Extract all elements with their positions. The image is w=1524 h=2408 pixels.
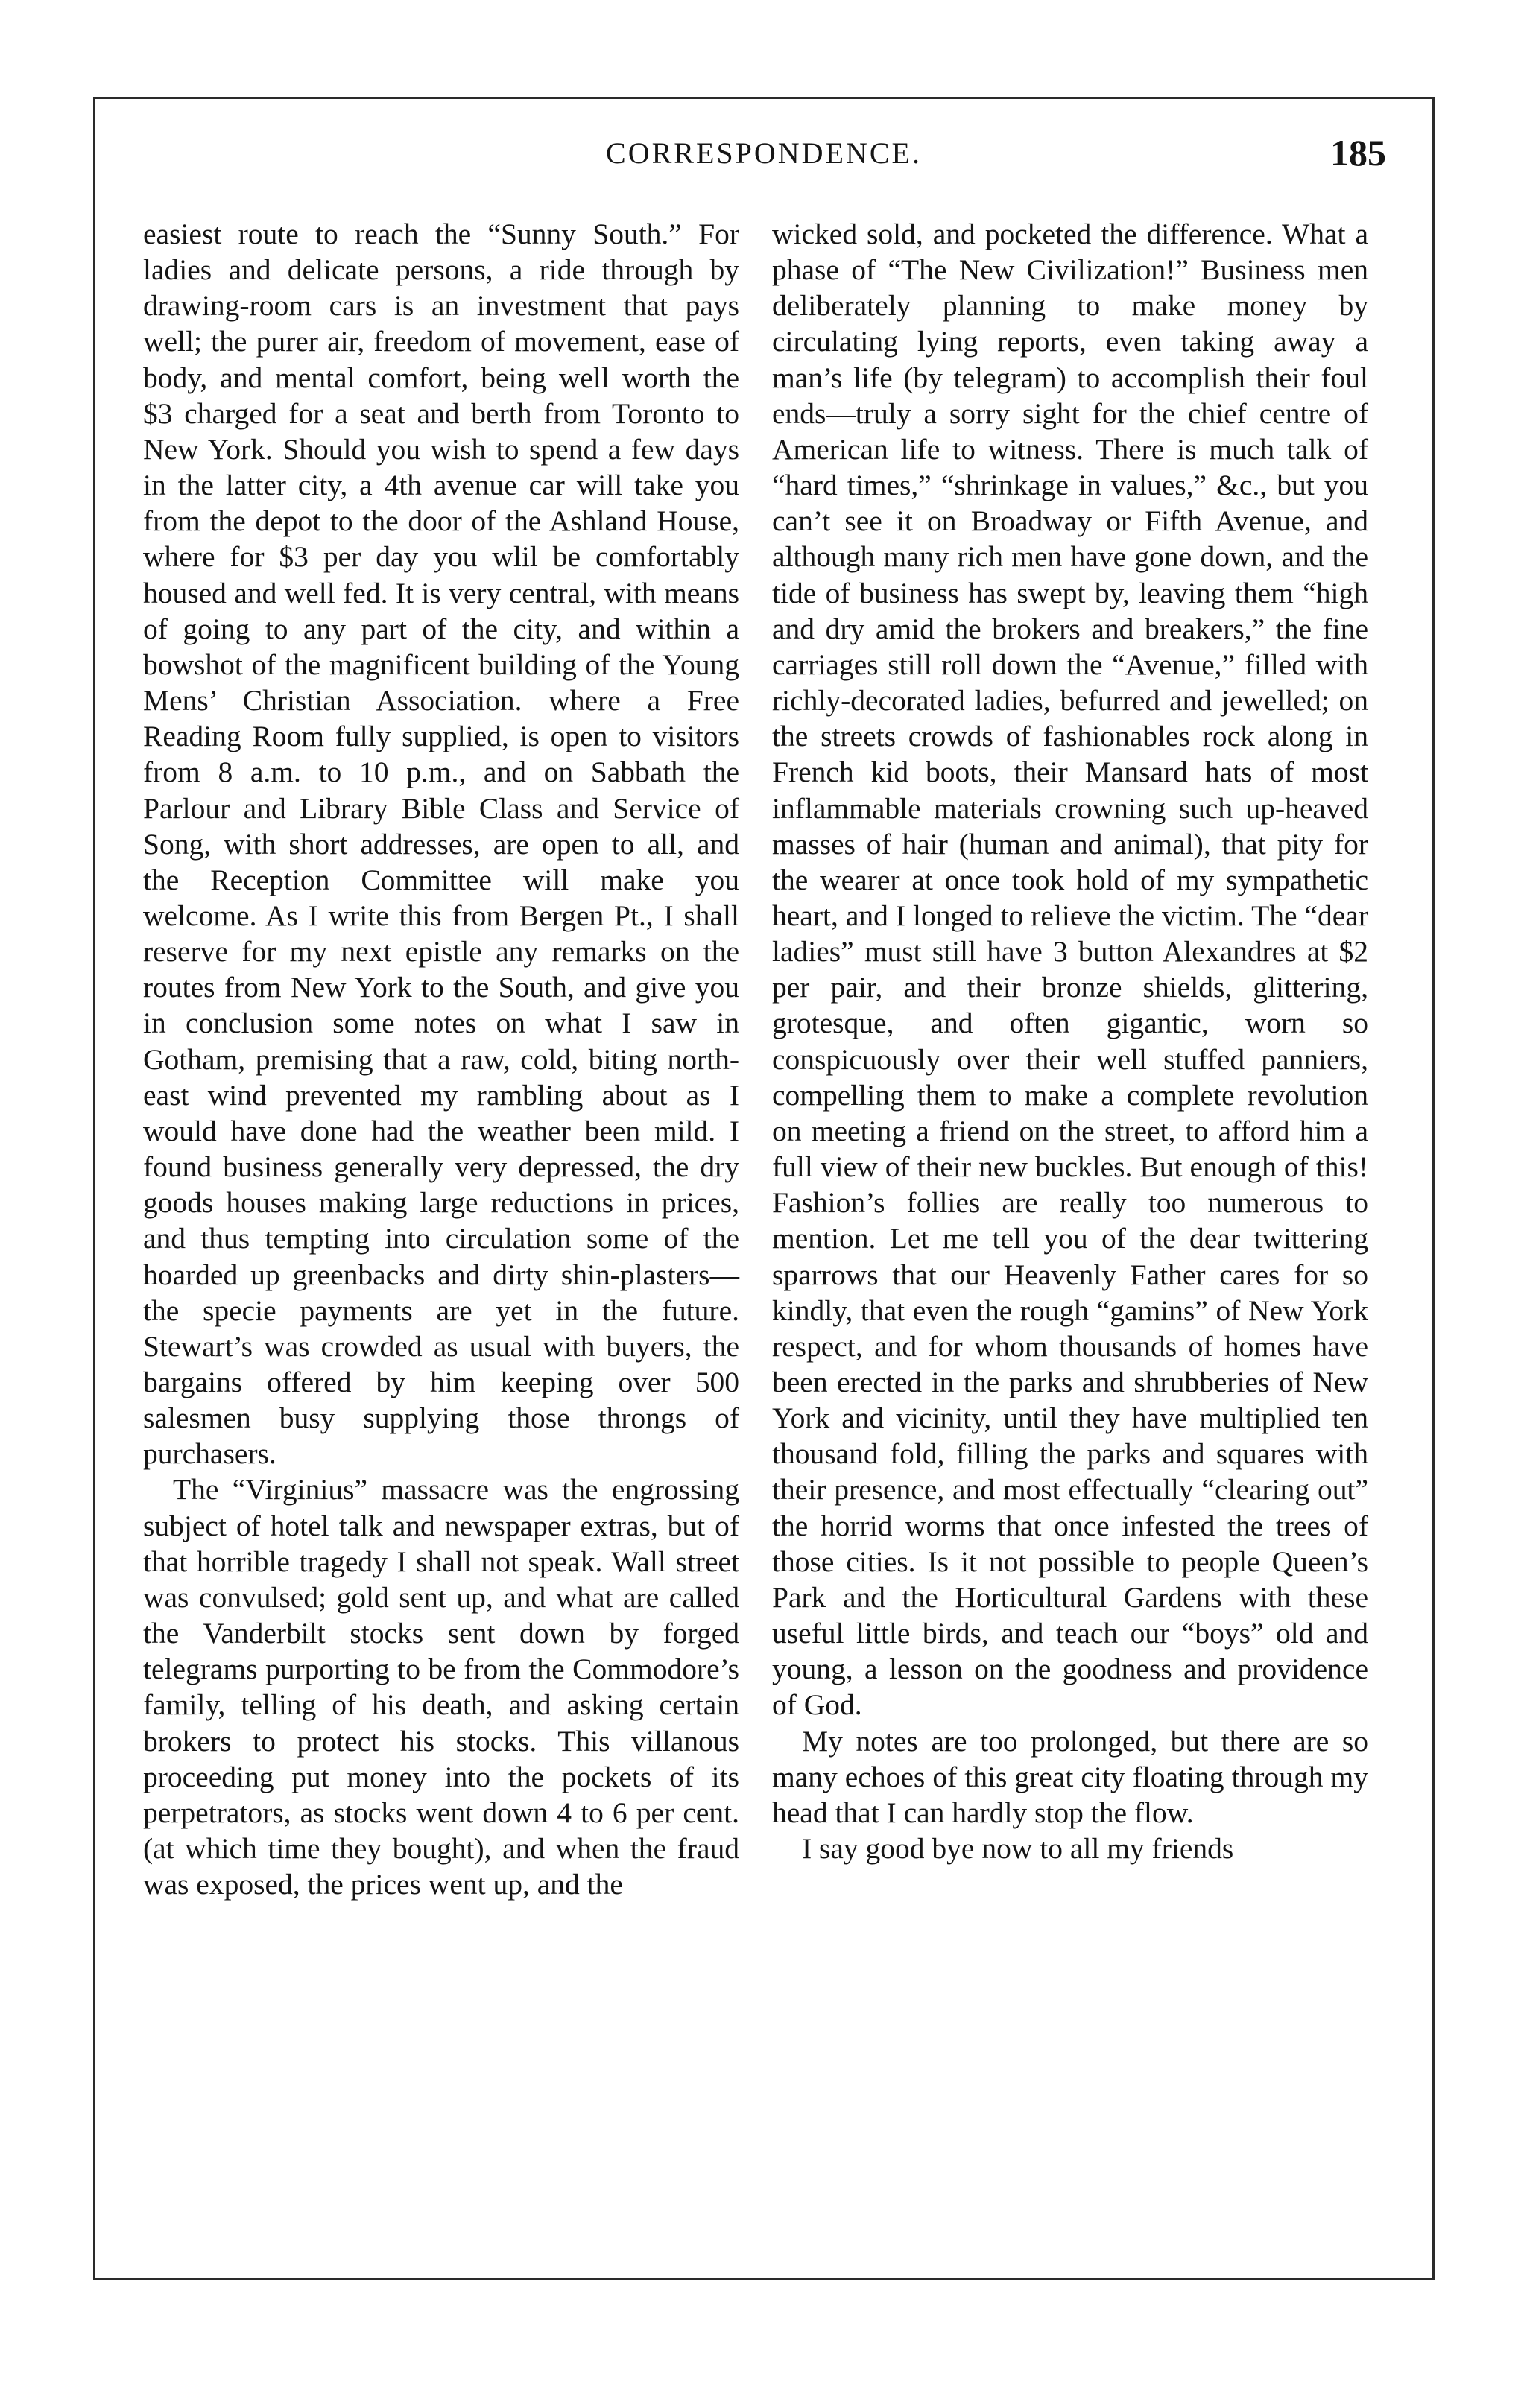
paragraph: wicked sold, and pocketed the difference. What a phase of “The New Civilization!” Business men deliberately planning to make money by circulating lying reports, even taking away a man’s life (by telegram) to accomplish their foul ends—truly a sorry sight for the chief centre of American life to witness. There is much talk of “hard times,” “shrinkage in values,” &c., but you can’t see it on Broadway or Fifth Avenue, and although many rich men have gone down, and the tide of business has swept by, leaving them “high and dry amid the brokers and breakers,” the fine carriages still roll down the “Avenue,” filled with richly-decorated ladies, befurred and jewelled; on the streets crowds of fashionables rock along in French kid boots, their Mansard hats of most inflammable materials crowning such up-heaved masses of hair (human and animal), that pity for the wearer at once took hold of my sympathetic heart, and I longed to relieve the victim. The “dear ladies” must still have 3 button Alexandres at $2 per pair, and their bronze shields, glittering, grotesque, and often gigantic, worn so conspicuously over their well stuffed panniers, compelling them to make a complete revolution on meeting a friend on the street, to afford him a full view of their new buckles. But enough of this! Fashion’s follies are really too numerous to mention. Let me tell you of the dear twittering sparrows that our Heavenly Father cares for so kindly, that even the rough “gamins” of New York respect, and for whom thousands of homes have been erected in the parks and shrubberies of New York and vicinity, until they have multiplied ten thousand fold, filling the parks and squares with their presence, and most effectually “clearing out” the horrid worms that once infested the trees of those cities. Is it not possible to people Queen’s Park and the Horticultural Gardens with these useful little birds, and teach our “boys” old and young, a lesson on the goodness and providence of God.: [772, 218, 1368, 1722]
running-title: CORRESPONDENCE.: [606, 136, 922, 170]
paragraph: I say good bye now to all my friends: [802, 1832, 1234, 1866]
page-number: 185: [1330, 132, 1386, 174]
paragraph: My notes are too prolonged, but there are so many echoes of this great city floating through my head that I can hardly stop the flow.: [772, 1724, 1368, 1829]
right-column: [772, 216, 1368, 1866]
paragraph: easiest route to reach the “Sunny South.” For ladies and delicate persons, a ride through by drawing-room cars is an investment that pays well; the purer air, freedom of movement, ease of body, and mental comfort, being well worth the $3 charged for a seat and berth from Toronto to New York. Should you wish to spend a few days in the latter city, a 4th avenue car will take you from the depot to the door of the Ashland House, where for $3 per day you wlil be comfortably housed and well fed. It is very central, with means of going to any part of the city, and within a bowshot of the magnificent building of the Young Mens’ Christian Association. where a Free Reading Room fully supplied, is open to visitors from 8 a.m. to 10 p.m., and on Sabbath the Parlour and Library Bible Class and Service of Song, with short addresses, are open to all, and the Reception Committee will make you welcome. As I write this from Bergen Pt., I shall reserve for my next epistle any remarks on the routes from New York to the South, and give you in conclusion some notes on what I saw in Gotham, premising that a raw, cold, biting north-east wind prevented my rambling about as I would have done had the weather been mild. I found business generally very depressed, the dry goods houses making large reductions in prices, and thus tempting into circulation some of the hoarded up greenbacks and dirty shin-plasters—the specie payments are yet in the future. Stewart’s was crowded as usual with buyers, the bargains offered by him keeping over 500 salesmen busy supplying those throngs of purchasers.: [143, 218, 739, 1471]
running-head: [97, 131, 1431, 183]
left-column: [143, 216, 739, 1902]
paragraph: The “Virginius” massacre was the engrossing subject of hotel talk and newspaper extras, but of that horrible tragedy I shall not speak. Wall street was convulsed; gold sent up, and what are called the Vanderbilt stocks sent down by forged telegrams purporting to be from the Commodore’s family, telling of his death, and asking certain brokers to protect his stocks. This villanous proceeding put money into the pockets of its perpetrators, as stocks went down 4 to 6 per cent. (at which time they bought), and when the fraud was exposed, the prices went up, and the: [143, 1473, 739, 1901]
